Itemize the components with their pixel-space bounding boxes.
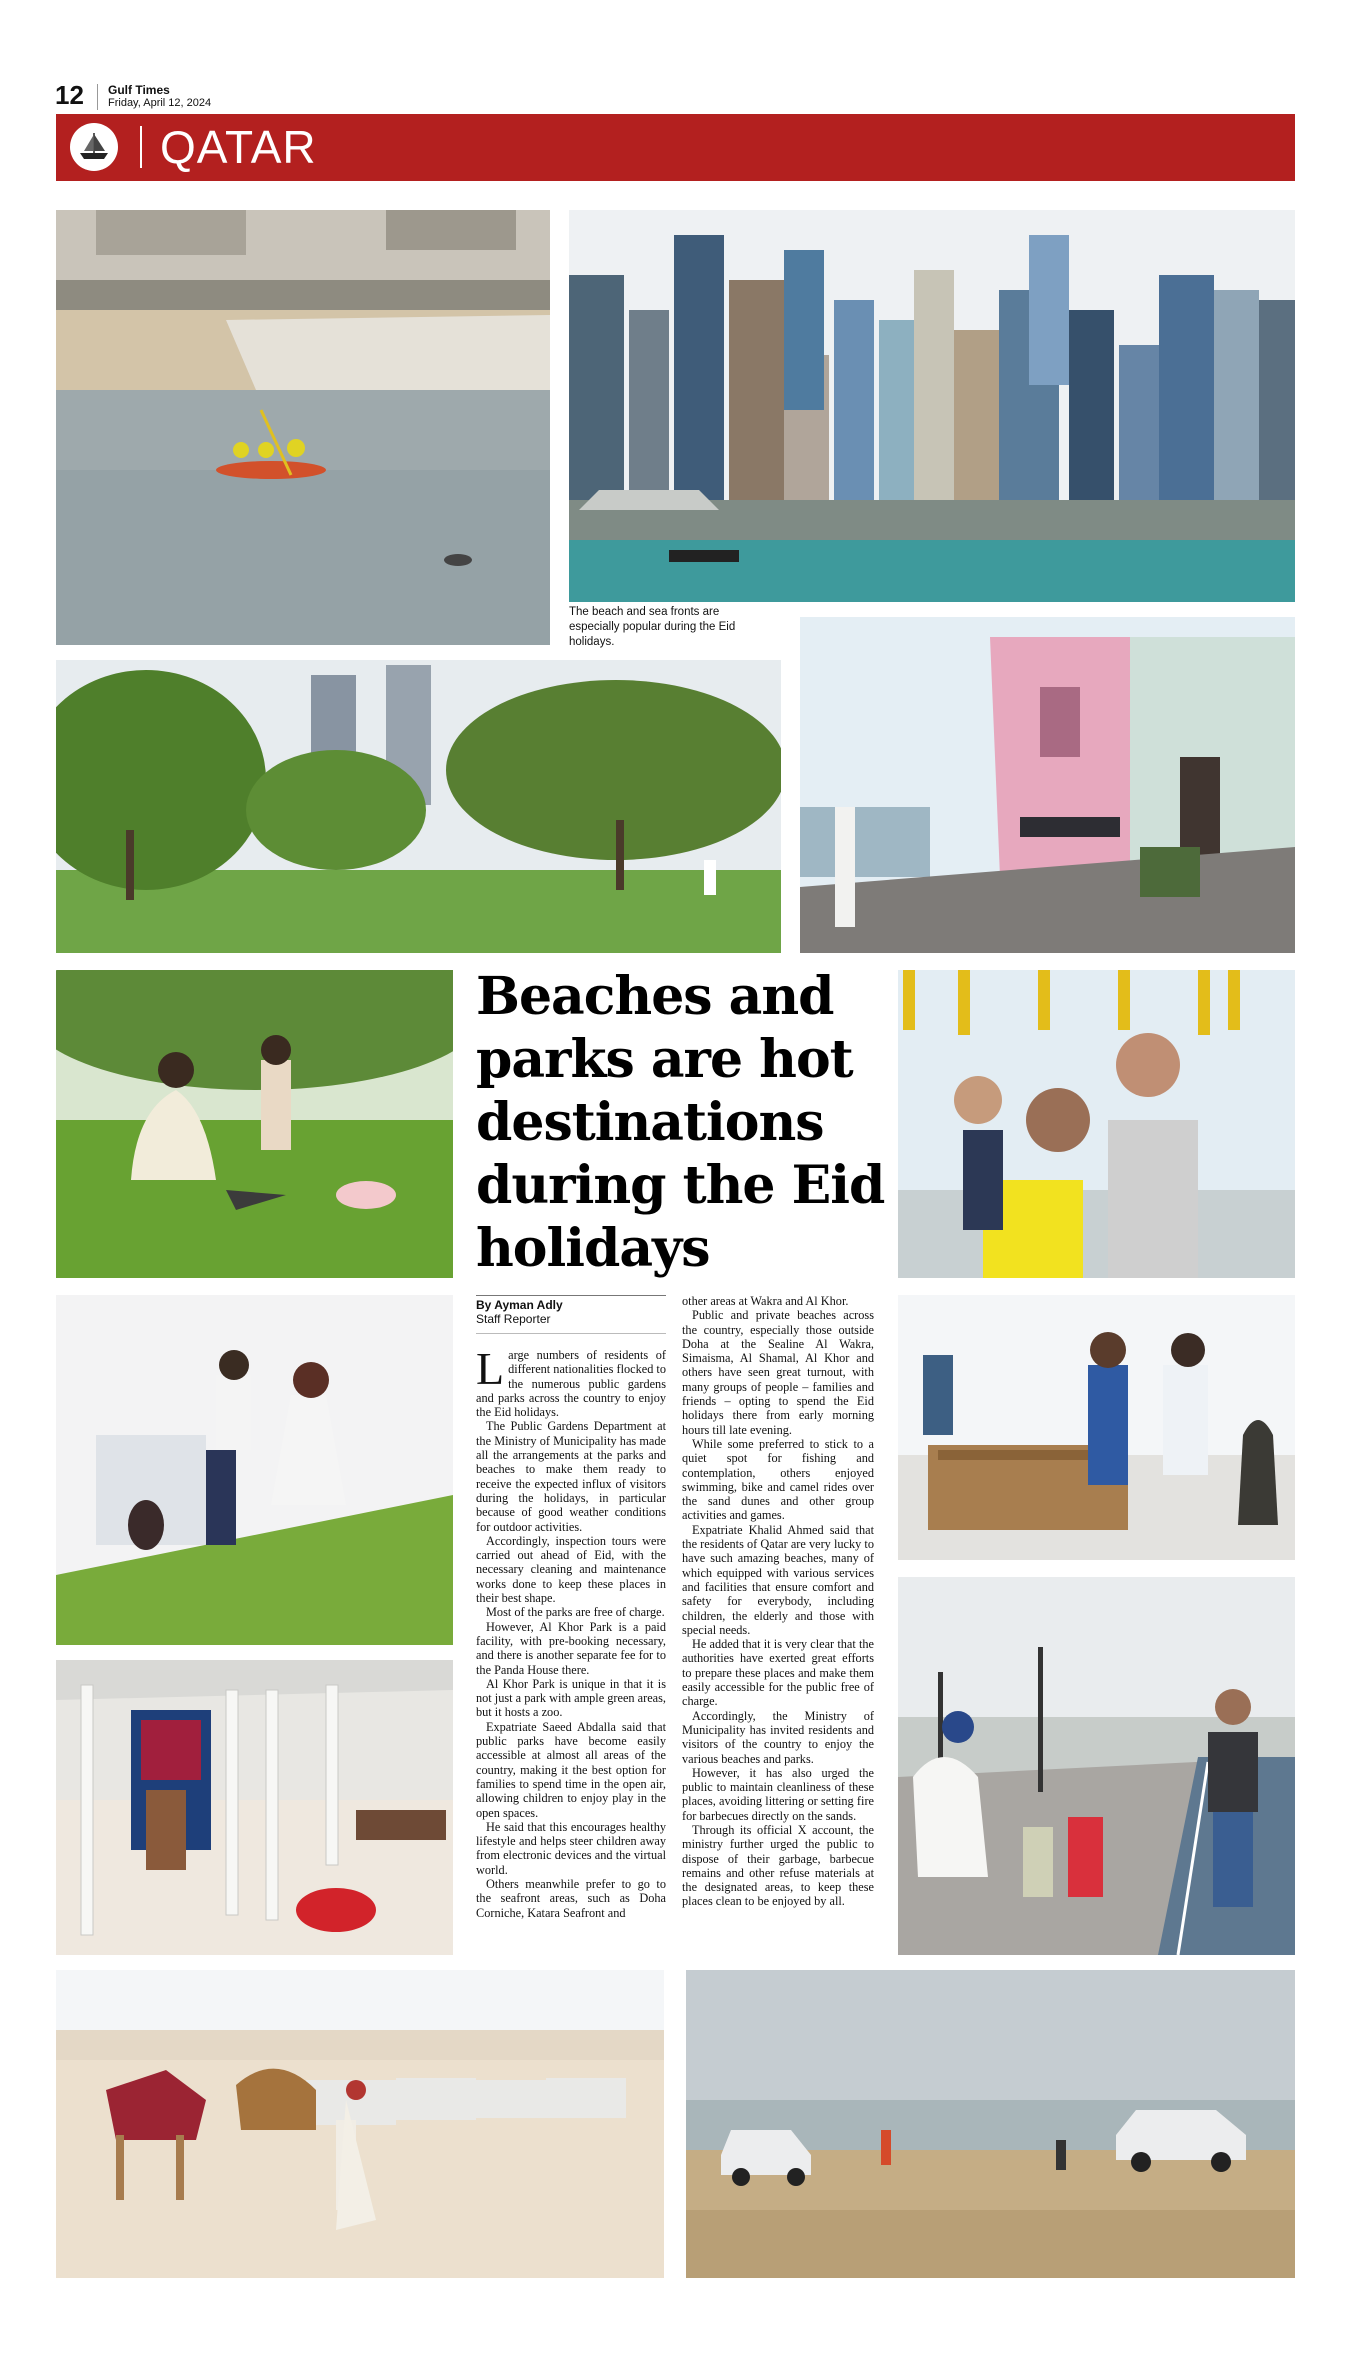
dhow-boat-icon: [70, 123, 118, 171]
beach-cars-photo: [686, 1970, 1295, 2278]
article-paragraph: Public and private beaches across the country, especially those outside Doha at the Sealine Al Wakra, Simaisma, Al Shamal, Al Khor and others have seen great turnout, with many groups of people – families and friends – opting to spend the Eid holidays there from early morning hours till late evening.: [682, 1308, 874, 1437]
article-column-1: [476, 1343, 666, 1920]
article-column-2: [682, 1294, 874, 1909]
byline-role: Staff Reporter: [476, 1312, 551, 1326]
article-paragraph: Al Khor Park is unique in that it is not just a park with ample green areas, but it hosts a zoo.: [476, 1676, 666, 1720]
skyline-photo: [569, 210, 1295, 602]
article-headline: Beaches and parks are hot destinations during the Eid holidays: [476, 966, 885, 1279]
article-paragraph: The Public Gardens Department at the Ministry of Municipality has made all the arrangements at the parks and beaches to make them ready to receive the expected influx of visitors during the holidays, in particular because of good weather conditions for outdoor activities.: [476, 1419, 666, 1534]
camel-desert-photo: [56, 1970, 664, 2278]
byline-rule-bottom: [476, 1333, 666, 1334]
drop-cap: L: [476, 1343, 505, 1394]
byline-rule-top: [476, 1295, 666, 1296]
photo-caption: The beach and sea fronts are especially popular during the Eid holidays.: [569, 606, 736, 648]
publication-name: Gulf Times: [108, 83, 170, 97]
article-paragraph: Accordingly, the Ministry of Municipality has invited residents and visitors of the country to enjoy the various beaches and parks.: [682, 1708, 874, 1766]
article-paragraph: other areas at Wakra and Al Khor.: [682, 1294, 849, 1308]
bench-photo: [898, 1295, 1295, 1560]
promenade-photo: [800, 617, 1295, 953]
article-paragraph: Expatriate Saeed Abdalla said that public parks have become easily accessible at almost all areas of the country, making it the best option for families to spend time in the open air, allowing children to enjoy play in the open spaces.: [476, 1719, 666, 1820]
section-title: QATAR: [160, 121, 317, 173]
family-lawn-photo: [56, 970, 453, 1278]
article-paragraph: Through its official X account, the ministry further urged the public to dispose of their garbage, barbecue remains and other refuse materials at the designated areas, to keep these places clean to be enjoyed by all.: [682, 1822, 874, 1909]
article-paragraph: Accordingly, inspection tours were carried out ahead of Eid, with the necessary cleaning and maintenance works done to keep these places in their best shape.: [476, 1533, 666, 1606]
article-paragraph: However, Al Khor Park is a paid facility, with pre-booking necessary, and there is another separate fee for to the Panda House there.: [476, 1619, 666, 1677]
article-paragraph: Most of the parks are free of charge.: [486, 1605, 665, 1620]
byline-author: By Ayman Adly: [476, 1298, 563, 1312]
corniche-walk-photo: [898, 1577, 1295, 1955]
banner-divider: [140, 126, 142, 168]
monkey-bars-photo: [898, 970, 1295, 1278]
article-paragraph: Expatriate Khalid Ahmed said that the residents of Qatar are very lucky to have such amazing beaches, many of which equipped with various services and facilities that ensure comfort and safety for everybody, including children, the elderly and those with special needs.: [682, 1522, 874, 1637]
playground-photo: [56, 1660, 453, 1955]
children-running-photo: [56, 1295, 453, 1645]
article-paragraph: Large numbers of residents of different nationalities flocked to the numerous public gardens and parks across the country to enjoy the Eid holidays.: [476, 1343, 666, 1420]
article-paragraph: Others meanwhile prefer to go to the seafront areas, such as Doha Corniche, Katara Seafront and: [476, 1876, 666, 1920]
park-photo: [56, 660, 781, 953]
page-number: 12: [55, 80, 84, 110]
article-paragraph: However, it has also urged the public to maintain cleanliness of these places, avoiding littering or setting fire for barbecues directly on the sands.: [682, 1765, 874, 1823]
article-paragraph: He said that this encourages healthy lifestyle and helps steer children away from electronic devices and the virtual world.: [476, 1819, 666, 1877]
article-paragraph: He added that it is very clear that the authorities have exerted great efforts to prepare these places and make them easily accessible for the public free of charge.: [682, 1637, 874, 1709]
masthead-divider: [97, 84, 98, 110]
article-paragraph: While some preferred to stick to a quiet spot for fishing and contemplation, others enjoyed swimming, bike and camel rides over the sand dunes and other group activities and games.: [682, 1436, 874, 1523]
publication-date: Friday, April 12, 2024: [108, 97, 212, 109]
kayak-photo: [56, 210, 550, 645]
